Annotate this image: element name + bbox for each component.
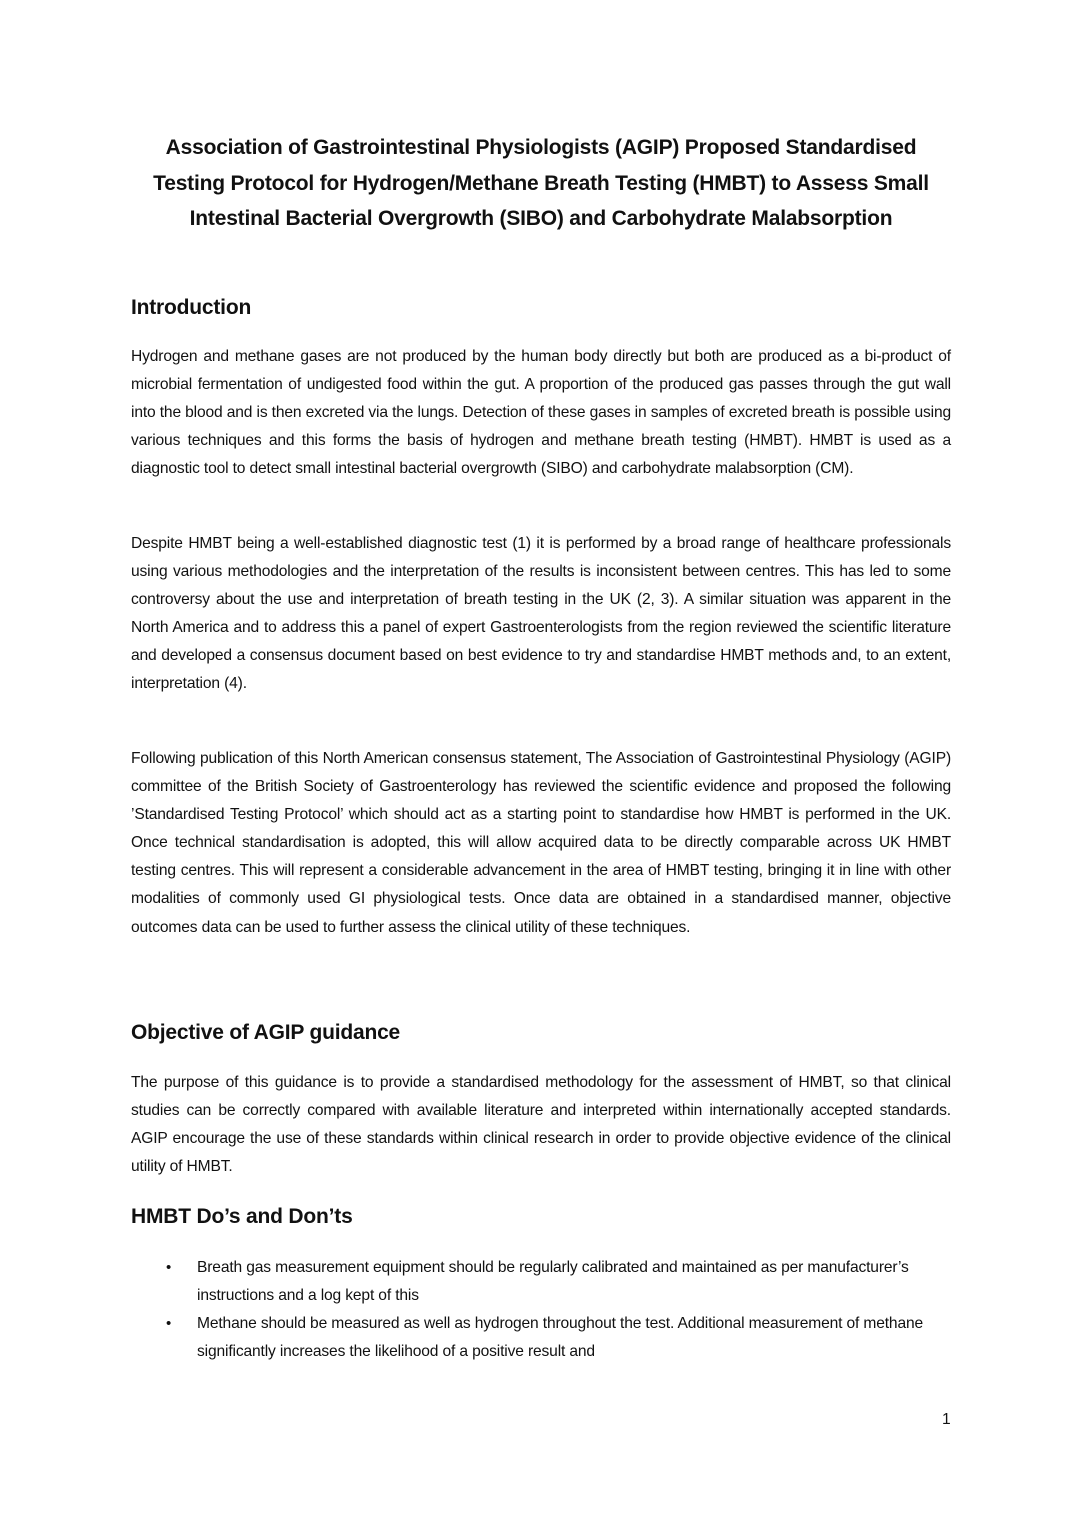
bullet-icon: • [166,1315,172,1333]
bullet-icon: • [166,1259,172,1276]
introduction-paragraph-3: Following publication of this North American consensus statement, The Association of Gastrointestinal Physiology (AGIP) committee of the British Society of Gastroenterology has reviewed the scientific evidence and proposed the following ’Standardised Testing Protocol’ which should act as a starting point to standardise how HMBT is performed in the UK. Once technical standardisation is adopted, this will allow acquired data to be directly comparable across UK HMBT testing centres. This will represent a considerable advancement in the area of HMBT testing, bringing it in line with other modalities of commonly used GI physiological tests. Once data are obtained in a standardised manner, objective outcomes data can be used to further assess the clinical utility of these techniques. [131,750,951,936]
list-item [131,1310,937,1366]
introduction-paragraph-2: Despite HMBT being a well-established diagnostic test (1) it is performed by a broad range of healthcare professionals using various methodologies and the interpretation of the results is inconsistent between centres. This has led to some controversy about the use and interpretation of breath testing in the UK (2, 3). A similar situation was apparent in the North America and to address this a panel of expert Gastroenterologists from the region reviewed the scientific literature and developed a consensus document based on best evidence to try and standardise HMBT methods and, to an extent, interpretation (4). [131,535,951,693]
dos-and-donts-list [131,1254,951,1366]
list-item [131,1254,937,1310]
objective-paragraph: The purpose of this guidance is to provide a standardised methodology for the assessment of HMBT, so that clinical studies can be correctly compared with available literature and interpreted within internationally accepted standards. AGIP encourage the use of these standards within clinical research in order to provide objective evidence of the clinical utility of HMBT. [131,1074,951,1176]
list-item-text: Methane should be measured as well as hydrogen throughout the test. Additional measurement of methane significantly increases the likelihood of a positive result and [197,1315,924,1361]
page-number: 1 [942,1411,951,1428]
section-heading-dos-and-donts: HMBT Do’s and Don’ts [131,1205,353,1228]
document-title: Association of Gastrointestinal Physiologists (AGIP) Proposed Standardised Testing Protocol for Hydrogen/Methane Breath Testing (HMBT) to Assess Small Intestinal Bacterial Overgrowth (SIBO) and Carbohydrate Malabsorption [153,136,929,230]
section-heading-objective: Objective of AGIP guidance [131,1021,401,1044]
section-heading-introduction: Introduction [131,296,252,319]
list-item-text: Breath gas measurement equipment should be regularly calibrated and maintained as per manufacturer’s instructions and a log kept of this [197,1259,909,1305]
introduction-paragraph-1: Hydrogen and methane gases are not produced by the human body directly but both are produced as a bi-product of microbial fermentation of undigested food within the gut. A proportion of the produced gas passes through the gut wall into the blood and is then excreted via the lungs. Detection of these gases in samples of excreted breath is possible using various techniques and this forms the basis of hydrogen and methane breath testing (HMBT). HMBT is used as a diagnostic tool to detect small intestinal bacterial overgrowth (SIBO) and carbohydrate malabsorption (CM). [131,348,951,478]
